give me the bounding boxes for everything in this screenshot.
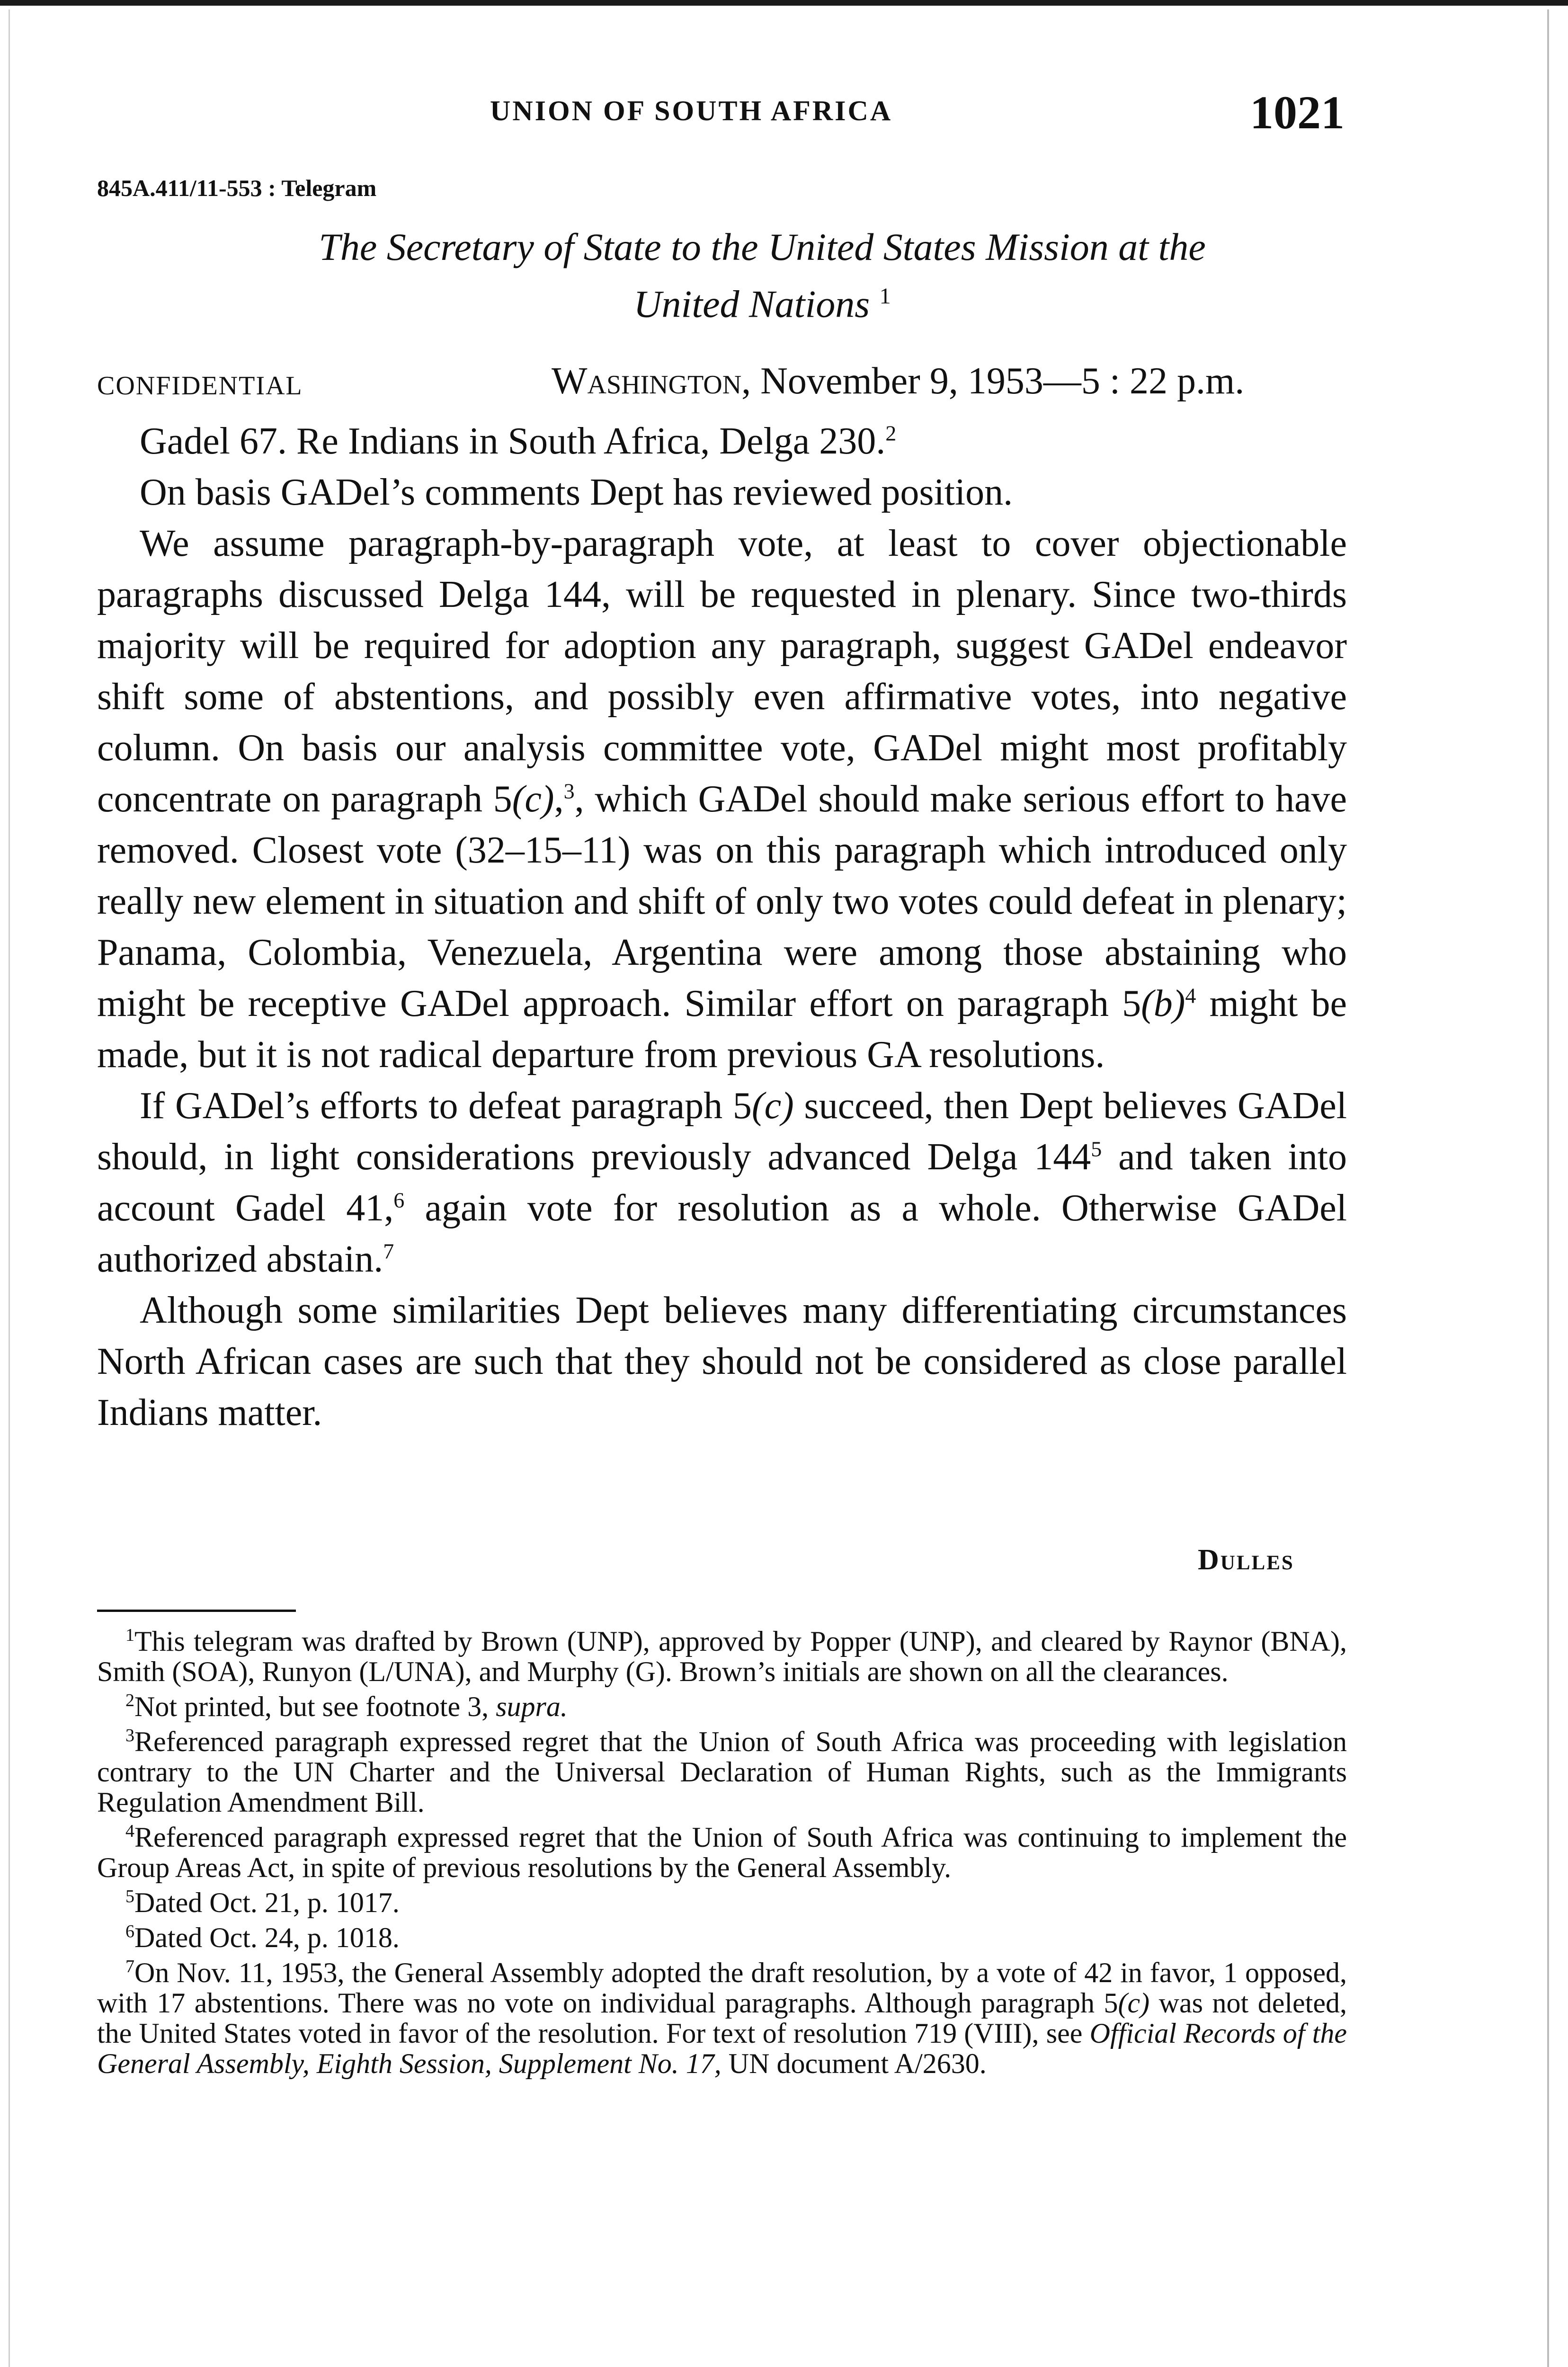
footnote-1-number: 1 bbox=[125, 1625, 134, 1645]
footnote-rule bbox=[97, 1610, 296, 1612]
footnote-3-number: 3 bbox=[125, 1726, 134, 1745]
footnote-4 bbox=[97, 1822, 1347, 1883]
p3-text-c: might be made, but it is not radical departure from previous GA resolutions. bbox=[97, 983, 1347, 1076]
body-paragraph-5: Although some similarities Dept believes many differentiating circumstances North African cases are such that they should not be considered as close parallel Indians matter. bbox=[97, 1290, 1347, 1433]
footnote-7-text-a: On Nov. 11, 1953, the General Assembly adopted the draft resolution, by a vote of 42 in favor, 1 opposed, with 17 abstentions. There was no vote on individual paragraphs. Although paragraph 5 bbox=[97, 1957, 1347, 2019]
file-reference: 845A.411/11-553 : Telegram bbox=[97, 175, 377, 201]
dateline bbox=[552, 360, 1244, 403]
footnote-7-number: 7 bbox=[125, 1957, 134, 1976]
footnote-ref-3: 3 bbox=[563, 779, 575, 803]
footnote-6 bbox=[97, 1922, 1347, 1953]
p4-text-c: and taken into account Gadel 41, bbox=[97, 1136, 1347, 1229]
footnote-4-number: 4 bbox=[125, 1821, 134, 1841]
footnote-7-text-c: UN document A/2630. bbox=[721, 2048, 987, 2079]
running-head: UNION OF SOUTH AFRICA bbox=[490, 95, 893, 126]
footnotes bbox=[97, 1626, 1347, 2083]
p3-paragraph-letter-c: (c) bbox=[512, 778, 554, 820]
footnote-6-text: Dated Oct. 24, p. 1018. bbox=[134, 1922, 400, 1953]
title-line-2 bbox=[142, 272, 1382, 329]
footnote-ref-5: 5 bbox=[1091, 1137, 1102, 1161]
signature: Dulles bbox=[1198, 1544, 1294, 1576]
footnote-ref-4: 4 bbox=[1185, 983, 1196, 1008]
classification-label: CONFIDENTIAL bbox=[97, 371, 303, 400]
footnote-2 bbox=[97, 1691, 1347, 1722]
title-footnote-ref: 1 bbox=[879, 284, 891, 309]
footnote-6-number: 6 bbox=[125, 1922, 134, 1941]
footnote-ref-6: 6 bbox=[393, 1188, 405, 1212]
dateline-place: Washington, bbox=[552, 360, 751, 402]
footnote-3-text: Referenced paragraph expressed regret that the Union of South Africa was proceeding with legislation contrary to the UN Charter and the Universal Declaration of Human Rights, such as the Immigrants Regulation Amendment Bill. bbox=[97, 1726, 1347, 1818]
footnote-2-text: Not printed, but see footnote 3, bbox=[134, 1691, 496, 1722]
p1-text: Gadel 67. Re Indians in South Africa, Delga 230. bbox=[140, 420, 886, 462]
scan-right-edge bbox=[1547, 9, 1549, 2367]
title-line-1: The Secretary of State to the United States Mission at the bbox=[319, 225, 1206, 268]
scan-left-edge bbox=[9, 9, 10, 2367]
body-paragraph-3: We assume paragraph-by-paragraph vote, at least to cover objectionable paragraphs discussed Delga 144, will be requested in plenary. Since two-thirds majority will be required for adoption any paragraph, suggest GADel endeavor shift some of abstentions, and possibly even affirmative votes, into negative column. On basis our analysis committee vote, GADel might most profitably concentrate on paragraph 5(c),$^3$, which GADel should make serious effort to have removed. Closest vote (32–15–11) was on this paragraph which introduced only really new element in situation and shift of only two votes could defeat in plenary; Panama, Colombia, Venezuela, Argentina were among those abstaining who might be receptive GADel approach. Similar effort on paragraph $5(b)^4$ might be made, but it is not radical departure from previous GA resolutions. bbox=[97, 523, 1347, 1076]
footnote-5-text: Dated Oct. 21, p. 1017. bbox=[134, 1887, 400, 1918]
telegram-body bbox=[97, 416, 1347, 1438]
footnote-7-paragraph-letter: (c) bbox=[1118, 1987, 1150, 2019]
body-paragraph-2: On basis GADel’s comments Dept has reviewed position. bbox=[140, 472, 1013, 513]
p3-text-b: , which GADel should make serious effort to have removed. Closest vote (32–15–11) was on this paragraph which introduced only really new element in situation and shift of only two votes could defeat in plenary; Panama, Colombia, Venezuela, Argentina were among those abstaining who might be receptive GADel approach. Similar effort on paragraph 5 bbox=[97, 778, 1347, 1024]
scan-top-border bbox=[0, 0, 1568, 6]
p4-text-d: again vote for resolution as a whole. Otherwise GADel authorized abstain. bbox=[97, 1187, 1347, 1280]
footnote-2-number: 2 bbox=[125, 1691, 134, 1710]
title-line-2-text: United Nations bbox=[633, 282, 870, 326]
dateline-date: November 9, 1953—5 : 22 p.m. bbox=[760, 360, 1245, 402]
footnote-5 bbox=[97, 1887, 1347, 1918]
footnote-2-italic: supra. bbox=[496, 1691, 568, 1722]
footnote-7 bbox=[97, 1958, 1347, 2079]
footnote-4-text: Referenced paragraph expressed regret that the Union of South Africa was continuing to implement the Group Areas Act, in spite of previous resolutions by the General Assembly. bbox=[97, 1822, 1347, 1883]
p4-text-b: succeed, then Dept believes GADel should, in light considerations previously advanced Delga 144 bbox=[97, 1085, 1347, 1178]
p3-paragraph-letter-b: (b) bbox=[1141, 983, 1185, 1024]
footnote-ref-7: 7 bbox=[383, 1239, 394, 1264]
page-number: 1021 bbox=[1250, 86, 1345, 139]
document-title bbox=[142, 222, 1382, 329]
footnote-ref-2: 2 bbox=[885, 421, 897, 445]
body-paragraph-1 bbox=[97, 416, 1347, 467]
footnote-5-number: 5 bbox=[125, 1886, 134, 1906]
footnote-7-italic: Official Records of the General Assembly, Eighth Session, Supplement No. 17, bbox=[97, 2018, 1347, 2079]
p3-text-a: We assume paragraph-by-paragraph vote, at least to cover objectionable paragraphs discussed Delga 144, will be requested in plenary. Since two-thirds majority will be required for adoption any paragraph, suggest GADel endeavor shift some of abstentions, and possibly even affirmative votes, into negative column. On basis our analysis committee vote, GADel might most profitably concentrate on paragraph 5 bbox=[97, 523, 1347, 820]
body-paragraph-4 bbox=[97, 1080, 1347, 1285]
footnote-1 bbox=[97, 1626, 1347, 1687]
footnote-7-text-b: was not deleted, the United States voted in favor of the resolution. For text of resolution 719 (VIII), see bbox=[97, 1987, 1347, 2049]
footnote-3 bbox=[97, 1726, 1347, 1817]
p4-text-a: If GADel’s efforts to defeat paragraph 5 bbox=[140, 1085, 752, 1127]
footnote-1-text: This telegram was drafted by Brown (UNP), approved by Popper (UNP), and cleared by Raynor (BNA), Smith (SOA), Runyon (L/UNA), and Murphy (G). Brown’s initials are shown on all the clearances. bbox=[97, 1626, 1347, 1687]
p4-paragraph-letter-c: (c) bbox=[751, 1085, 794, 1127]
